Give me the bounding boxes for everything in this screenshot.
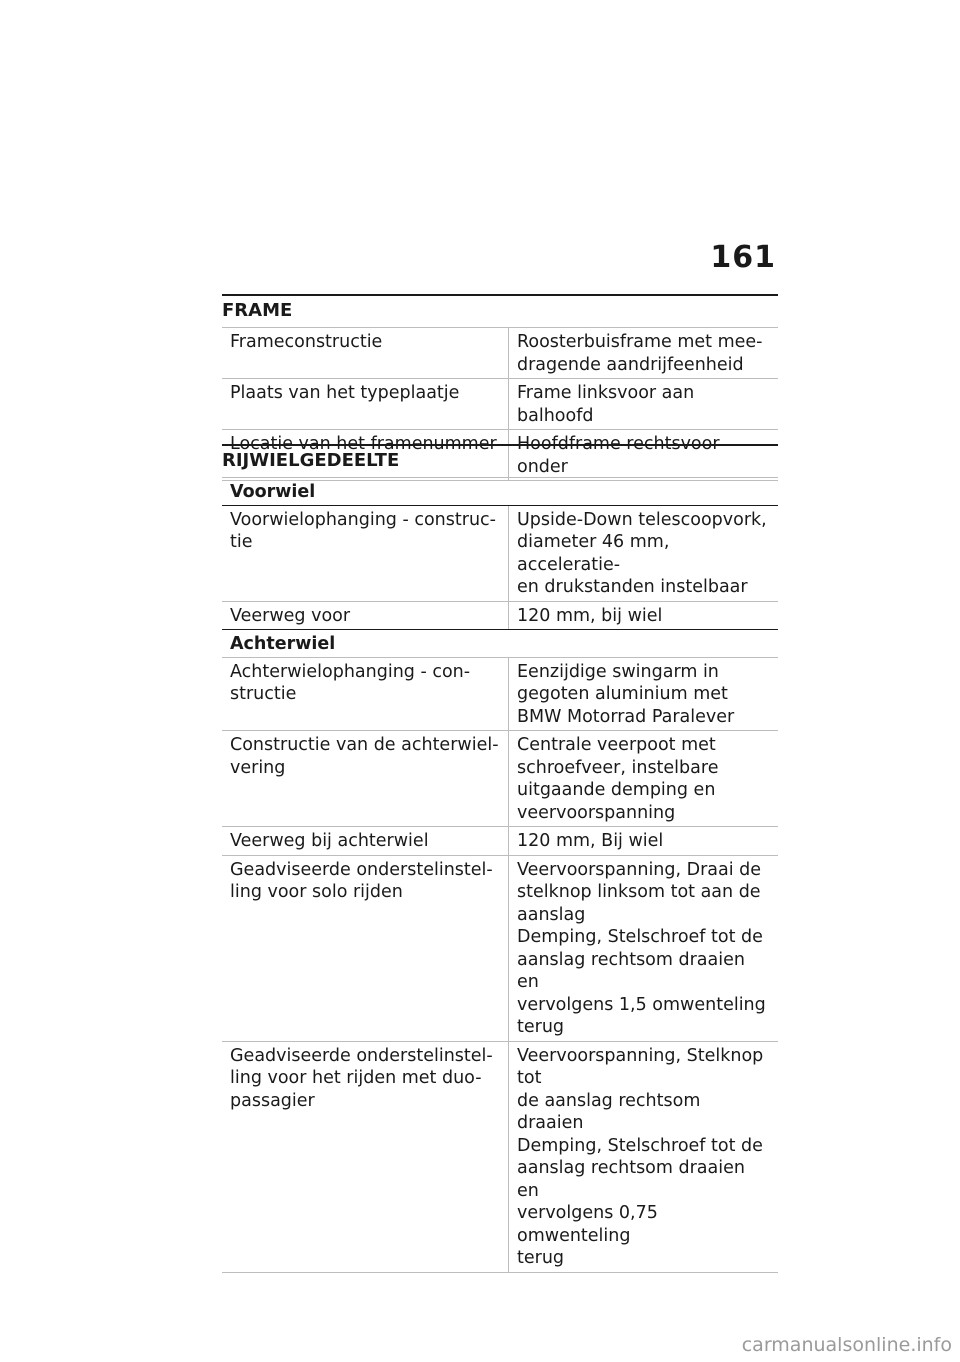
- chassis-section: [222, 444, 778, 1273]
- table-row: [222, 658, 778, 732]
- row-label: Achterwielophanging - con- structie: [230, 661, 471, 704]
- row-value: 120 mm, Bij wiel: [508, 827, 778, 855]
- row-value: Centrale veerpoot met schroefveer, instelbare uitgaande demping en veervoorspanning: [508, 731, 778, 826]
- watermark: carmanualsonline.info: [741, 1334, 952, 1356]
- row-label: Constructie van de achterwiel- vering: [230, 735, 499, 778]
- row-value: 120 mm, bij wiel: [508, 602, 778, 630]
- table-row: [222, 827, 778, 856]
- chassis-section-title: RIJWIELGEDEELTE: [222, 444, 778, 477]
- row-label: Geadviseerde onderstelinstel- ling voor het rijden met duo- passagier: [230, 1045, 493, 1111]
- row-label: Veerweg voor: [230, 605, 351, 626]
- row-label: Geadviseerde onderstelinstel- ling voor solo rijden: [230, 859, 493, 902]
- table-row: [222, 328, 778, 379]
- row-value: Hoofdframe rechtsvoor onder: [508, 430, 778, 480]
- row-label: Veerweg bij achterwiel: [230, 831, 429, 851]
- row-value: Eenzijdige swingarm in gegoten aluminium met BMW Motorrad Paralever: [508, 658, 778, 731]
- row-label: Plaats van het typeplaatje: [230, 383, 460, 403]
- frame-section-title: FRAME: [222, 294, 778, 327]
- row-value: Veervoorspanning, Draai de stelknop linksom tot aan de aanslag Demping, Stelschroef tot de aanslag rechtsom draaien en vervolgens 1,5 omwenteling terug: [508, 856, 778, 1041]
- row-value: Veervoorspanning, Stelknop tot de aanslag rechtsom draaien Demping, Stelschroef tot de aanslag rechtsom draaien en vervolgens 0,75 omwenteling terug: [508, 1042, 778, 1272]
- table-row: [222, 731, 778, 827]
- table-row: [222, 602, 778, 631]
- table-row: [222, 856, 778, 1042]
- table-row: [222, 379, 778, 430]
- row-label: Voorwielophanging - construc- tie: [230, 509, 496, 552]
- row-value: Roosterbuisframe met mee- dragende aandrijfeenheid: [508, 328, 778, 378]
- row-value: Upside-Down telescoopvork, diameter 46 mm, acceleratie- en drukstanden instelbaar: [508, 506, 778, 601]
- front-wheel-subheading: Voorwiel: [222, 478, 778, 506]
- row-label: Frameconstructie: [230, 332, 383, 352]
- chassis-table: [222, 477, 778, 1273]
- table-row: [222, 1042, 778, 1273]
- rear-wheel-subheading: Achterwiel: [222, 630, 778, 658]
- row-label: Locatie van het framenummer: [230, 434, 497, 454]
- page-number: 161: [710, 240, 776, 275]
- table-row: [222, 506, 778, 602]
- row-value: Frame linksvoor aan balhoofd: [508, 379, 778, 429]
